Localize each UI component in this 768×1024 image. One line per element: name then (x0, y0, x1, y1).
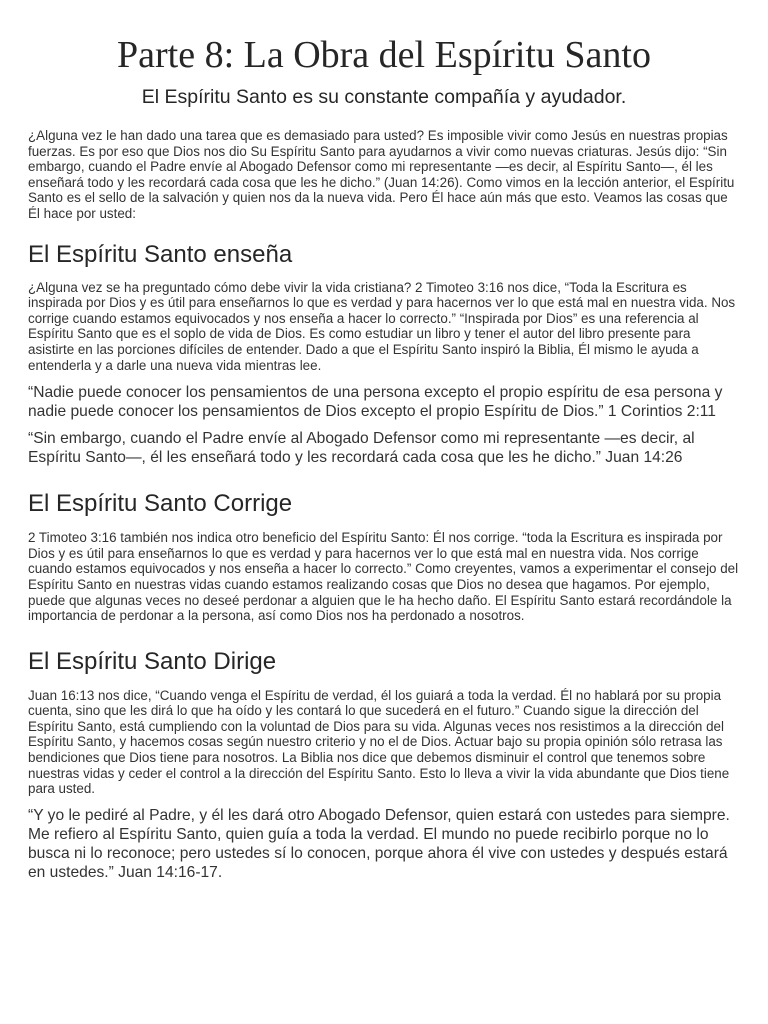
section-heading-ensena: El Espíritu Santo enseña (28, 240, 293, 268)
section-heading-corrige: El Espíritu Santo Corrige (28, 490, 293, 518)
section-paragraph-dirige: Juan 16:13 nos dice, “Cuando venga el Espíritu de verdad, él los guiará a toda la verdad. Él no hablará por su propia cuenta, sino que les dirá lo que ha oído y les contará lo que sucederá en el futuro.” Cuando sigue la dirección del Espíritu Santo, está cumpliendo con la voluntad de Dios para su vida. Algunas veces nos resistimos a la dirección del Espíritu Santo, y hacemos cosas según nuestro criterio y no el de Dios. Actuar bajo su propia opinión sólo retrasa las bendiciones que Dios tiene para nosotros. La Biblia nos dice que debemos disminuir el control que tenemos sobre nuestras vidas y ceder el control a la dirección del Espíritu Santo. Esto lo lleva a vivir la vida abundante que Dios tiene para usted. (28, 687, 730, 797)
page-subtitle: El Espíritu Santo es su constante compañía y ayudador. (141, 86, 627, 108)
section-paragraph-ensena: ¿Alguna vez se ha preguntado cómo debe vivir la vida cristiana? 2 Timoteo 3:16 nos dice, “Toda la Escritura es inspirada por Dios y es útil para enseñarnos lo que es verdad y para hacernos ver lo que está mal en nuestra vida. Nos corrige cuando estamos equivocados y nos enseña a hacer lo correcto.” “Inspirada por Dios” es una referencia al Espíritu Santo que es el soplo de vida de Dios. Es como estudiar un libro y tener el autor del libro presente para asistirte en las porciones difíciles de entender. Dado a que el Espíritu Santo inspiró la Biblia, Él mismo le ayuda a entenderla y a darle una nueva vida mientras lee. (28, 279, 736, 373)
section-heading-dirige: El Espíritu Santo Dirige (28, 647, 277, 675)
scripture-quote: “Y yo le pediré al Padre, y él les dará otro Abogado Defensor, quien estará con ustedes para siempre. Me refiero al Espíritu Santo, quien guía a toda la verdad. El mundo no puede recibirlo porque no lo busca ni lo reconoce; pero ustedes sí lo conocen, porque ahora él vive con ustedes y después estará en ustedes.” Juan 14:16-17. (28, 806, 730, 881)
section-paragraph-corrige: 2 Timoteo 3:16 también nos indica otro beneficio del Espíritu Santo: Él nos corrige. “toda la Escritura es inspirada por Dios y es útil para enseñarnos lo que es verdad y para hacernos ver lo que está mal en nuestra vida. Nos corrige cuando estamos equivocados y nos enseña a hacer lo correcto.” Como creyentes, vamos a experimentar el consejo del Espíritu Santo en nuestras vidas cuando estamos realizando cosas que Dios no desea que hagamos. Por ejemplo, puede que algunas veces no deseé perdonar a alguien que le ha hecho daño. El Espíritu Santo estará recordándole la importancia de perdonar a la persona, así como Dios nos ha perdonado a nosotros. (28, 530, 739, 624)
intro-paragraph: ¿Alguna vez le han dado una tarea que es demasiado para usted? Es imposible vivir como Jesús en nuestras propias fuerzas. Es por eso que Dios nos dio Su Espíritu Santo para ayudarnos a vivir como nuevas criaturas. Jesús dijo: “Sin embargo, cuando el Padre envíe al Abogado Defensor como mi representante —es decir, al Espíritu Santo—, él les enseñará todo y les recordará cada cosa que les he dicho.” (Juan 14:26). Como vimos en la lección anterior, el Espíritu Santo es el sello de la salvación y quien nos da la nueva vida. Pero Él hace aún más que esto. Veamos las cosas que Él hace por usted: (28, 128, 735, 221)
page-title: Parte 8: La Obra del Espíritu Santo (117, 34, 651, 76)
scripture-quote: “Sin embargo, cuando el Padre envíe al Abogado Defensor como mi representante —es decir, al Espíritu Santo—, él les enseñará todo y les recordará cada cosa que les he dicho.” Juan 14:26 (28, 430, 695, 467)
scripture-quote: “Nadie puede conocer los pensamientos de una persona excepto el propio espíritu de esa persona y nadie puede conocer los pensamientos de Dios excepto el propio Espíritu de Dios.” 1 Corintios 2:11 (28, 384, 723, 421)
